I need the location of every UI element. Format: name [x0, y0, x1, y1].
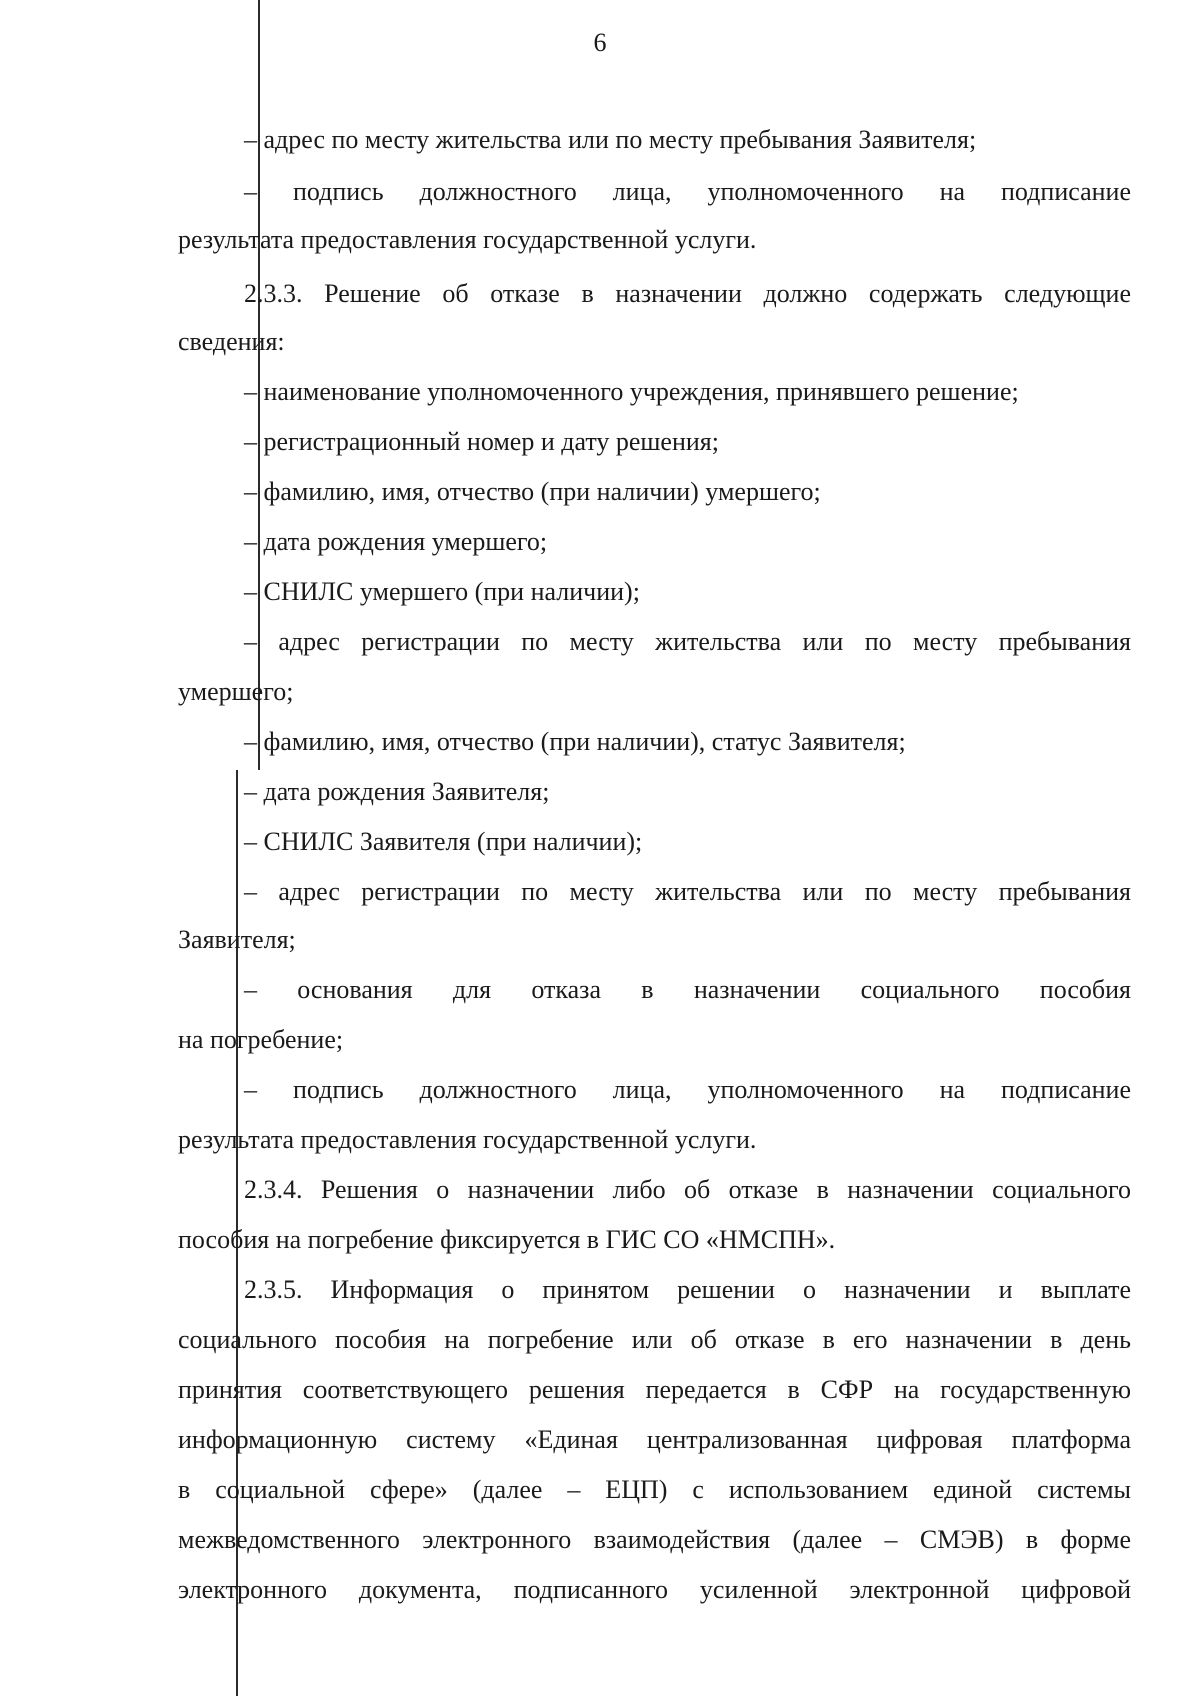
text-line: – подпись должностного лица, уполномоченного на подписание [244, 1075, 1131, 1104]
text-line: – адрес по месту жительства или по месту пребывания Заявителя; [244, 125, 977, 154]
text-line: – дата рождения умершего; [244, 527, 548, 556]
text-line: пособия на погребение фиксируется в ГИС СО «НМСПН». [178, 1225, 836, 1254]
text-line: – наименование уполномоченного учреждения, принявшего решение; [244, 377, 1019, 406]
text-line: 2.3.3. Решение об отказе в назначении должно содержать следующие [244, 279, 1131, 308]
text-line: результата предоставления государственной услуги. [178, 225, 757, 254]
text-line: – адрес регистрации по месту жительства или по месту пребывания [244, 627, 1131, 656]
text-line: – СНИЛС умершего (при наличии); [244, 577, 640, 606]
text-line: – СНИЛС Заявителя (при наличии); [244, 827, 643, 856]
text-line: электронного документа, подписанного усиленной электронной цифровой [178, 1575, 1131, 1604]
text-line: информационную систему «Единая централизованная цифровая платформа [178, 1425, 1131, 1454]
text-line: в социальной сфере» (далее – ЕЦП) с использованием единой системы [178, 1475, 1131, 1504]
text-line: умершего; [178, 677, 294, 706]
text-line: результата предоставления государственной услуги. [178, 1125, 757, 1154]
text-line: на погребение; [178, 1025, 344, 1054]
text-line: социального пособия на погребение или об отказе в его назначении в день [178, 1325, 1131, 1354]
text-line: – адрес регистрации по месту жительства или по месту пребывания [244, 877, 1131, 906]
text-line: сведения: [178, 327, 285, 356]
text-line: межведомственного электронного взаимодействия (далее – СМЭВ) в форме [178, 1525, 1131, 1554]
text-line: – основания для отказа в назначении социального пособия [244, 975, 1131, 1004]
text-line: – фамилию, имя, отчество (при наличии) умершего; [244, 477, 821, 506]
text-line: Заявителя; [178, 925, 296, 954]
text-line: – подпись должностного лица, уполномоченного на подписание [244, 177, 1131, 206]
text-line: – регистрационный номер и дату решения; [244, 427, 719, 456]
text-line: – фамилию, имя, отчество (при наличии), статус Заявителя; [244, 727, 906, 756]
page-number: 6 [593, 28, 607, 57]
text-line: 2.3.4. Решения о назначении либо об отказе в назначении социального [244, 1175, 1131, 1204]
text-line: – дата рождения Заявителя; [244, 777, 550, 806]
text-line: 2.3.5. Информация о принятом решении о назначении и выплате [244, 1275, 1131, 1304]
text-line: принятия соответствующего решения передается в СФР на государственную [178, 1375, 1131, 1404]
